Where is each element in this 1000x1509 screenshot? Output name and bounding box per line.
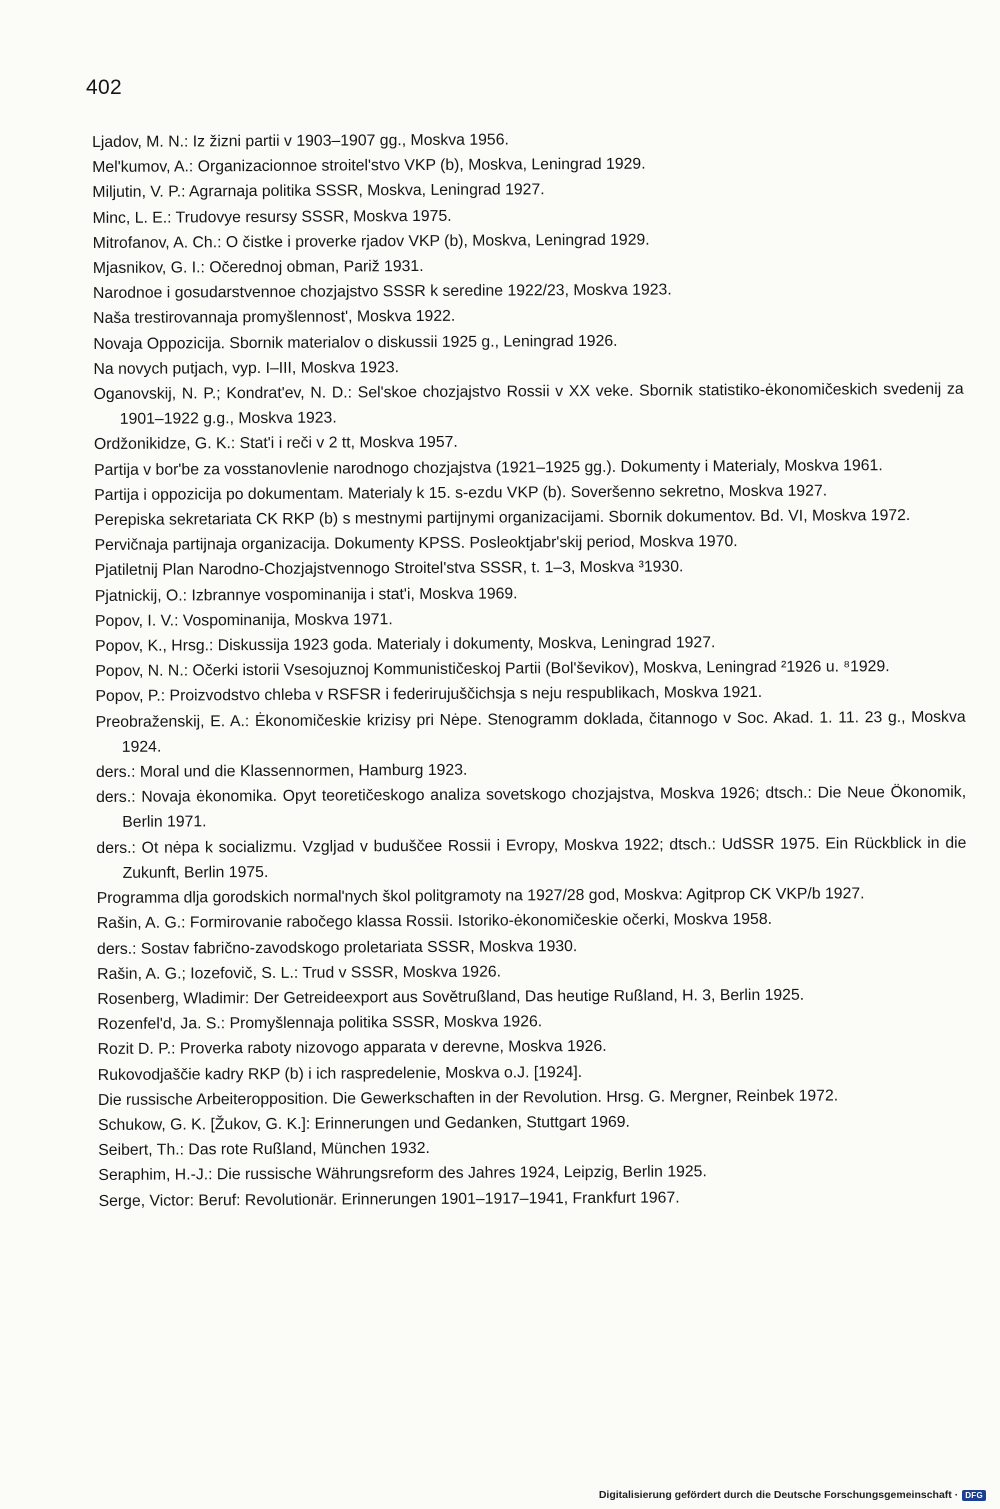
bibliography-entry: ders.: Sostav fabrično-zavodskogo proletariata SSSR, Moskva 1930. — [96, 937, 578, 958]
bibliography-entry: Narodnoe i gosudarstvennoe chozjajstvo SSSR k seredine 1922/23, Moskva 1923. — [92, 281, 672, 303]
bibliography-entry: Popov, K., Hrsg.: Diskussija 1923 goda. Materialy i dokumenty, Moskva, Leningrad 1927. — [95, 634, 716, 656]
bibliography-entry: Minc, L. E.: Trudovye resursy SSSR, Moskva 1975. — [92, 207, 452, 227]
bibliography-entry: Popov, I. V.: Vospominanija, Moskva 1971. — [94, 611, 393, 630]
bibliography-entry: Mel'kumov, A.: Organizacionnoe stroitel'stvo VKP (b), Moskva, Leningrad 1929. — [92, 155, 646, 177]
bibliography-entry: Partija v bor'be za vosstanovlenie narodnogo chozjajstva (1921–1925 gg.). Dokumenty i Materialy, Moskva 1961. — [94, 456, 883, 479]
bibliography-list — [92, 125, 969, 1214]
bibliography-entry: Novaja Oppozicija. Sbornik materialov o diskussii 1925 g., Leningrad 1926. — [93, 332, 618, 353]
bibliography-entry: Rašin, A. G.: Formirovanie rabočego klassa Rossii. Istoriko-ėkonomičeskie očerki, Moskva 1958. — [96, 911, 773, 933]
bibliography-entry: Na novych putjach, vyp. I–III, Moskva 1923. — [93, 358, 400, 378]
bibliography-entry: Rozenfel'd, Ja. S.: Promyšlennaja politika SSSR, Moskva 1926. — [97, 1013, 543, 1034]
bibliography-entry: Rukovodjaščie kadry RKP (b) i ich raspredelenie, Moskva o.J. [1924]. — [97, 1063, 583, 1084]
bibliography-entry: Pjatnickij, O.: Izbrannye vospominanija i stat'i, Moskva 1969. — [94, 585, 518, 605]
bibliography-entry: Pjatiletnij Plan Narodno-Chozjajstvennogo Stroitel'stva SSSR, t. 1–3, Moskva ³1930. — [94, 558, 684, 580]
bibliography-entry: Rašin, A. G.; Iozefovič, S. L.: Trud v SSSR, Moskva 1926. — [97, 963, 502, 983]
bibliography-entry: Oganovskij, N. P.; Kondrat'ev, N. D.: Sel'skoe chozjajstvo Rossii v XX veke. Sbornik statistiko-ėkonomičeskich svedenij za 1901–1922 g.g., Moskva 1923. — [93, 380, 964, 429]
bibliography-entry: ders.: Ot nėpa k socializmu. Vzgljad v buduščee Rossii i Evropy, Moskva 1922; dtsch.: UdSSR 1975. Ein Rückblick in die Zukunft, Berlin 1975. — [96, 834, 967, 882]
bibliography-entry: Partija i oppozicija po dokumentam. Materialy k 15. s-ezdu VKP (b). Soveršenno sekretno, Moskva 1927. — [94, 482, 828, 504]
bibliography-entry: Programma dlja gorodskich normal'nych škol politgramoty na 1927/28 god, Moskva: Agitprop CK VKP/b 1927. — [96, 885, 865, 908]
bibliography-entry: Seraphim, H.-J.: Die russische Währungsreform des Jahres 1924, Leipzig, Berlin 1925. — [98, 1163, 707, 1185]
digitization-credit — [599, 1489, 986, 1501]
bibliography-entry: Ljadov, M. N.: Iz žizni partii v 1903–1907 gg., Moskva 1956. — [92, 131, 509, 151]
bibliography-entry: ders.: Novaja ėkonomika. Opyt teoretičeskogo analiza sovetskogo chozjajstva, Moskva 1926; dtsch.: Die Neue Ökonomik, Berlin 1971. — [96, 783, 967, 832]
bibliography-entry: Die russische Arbeiteropposition. Die Gewerkschaften in der Revolution. Hrsg. G. Mergner, Reinbek 1972. — [97, 1087, 839, 1109]
bibliography-entry: Pervičnaja partijnaja organizacija. Dokumenty KPSS. Posleoktjabr'skij period, Moskva 1970. — [94, 533, 738, 555]
bibliography-entry: ders.: Moral und die Klassennormen, Hamburg 1923. — [95, 761, 468, 782]
bibliography-entry: Ordžonikidze, G. K.: Stat'i i reči v 2 tt, Moskva 1957. — [93, 434, 458, 454]
bibliography-entry: Rosenberg, Wladimir: Der Getreideexport aus Sovětrußland, Das heutige Rußland, H. 3, Berlin 1925. — [97, 986, 805, 1008]
bibliography-entry: Naša trestirovannaja promyšlennost', Moskva 1922. — [93, 308, 456, 328]
dfg-logo: DFG — [962, 1490, 986, 1501]
bibliography-entry: Perepiska sekretariata CK RKP (b) s mestnymi partijnymi organizacijami. Sbornik dokumentov. Bd. VI, Moskva 1972. — [94, 507, 911, 530]
bibliography-entry: Popov, P.: Proizvodstvo chleba v RSFSR i federirujuščichsja s neju respublikach, Moskva 1921. — [95, 684, 763, 706]
bibliography-entry: Miljutin, V. P.: Agrarnaja politika SSSR, Moskva, Leningrad 1927. — [92, 181, 545, 202]
footer-text: Digitalisierung gefördert durch die Deutsche Forschungsgemeinschaft · — [598, 1489, 959, 1501]
page-number: 402 — [86, 76, 122, 99]
bibliography-entry: Seibert, Th.: Das rote Rußland, München 1932. — [98, 1140, 430, 1160]
bibliography-entry: Schukow, G. K. [Žukov, G. K.]: Erinnerungen und Gedanken, Stuttgart 1969. — [98, 1113, 630, 1134]
bibliography-entry: Preobraženskij, E. A.: Ėkonomičeskie krizisy pri Nėpe. Stenogramm doklada, čitannogo v Soc. Akad. 1. 11. 23 g., Moskva 1924. — [95, 708, 966, 756]
bibliography-entry: Mitrofanov, A. Ch.: O čistke i proverke rjadov VKP (b), Moskva, Leningrad 1929. — [92, 231, 650, 252]
bibliography-entry: Mjasnikov, G. I.: Očerednoj obman, Pariž 1931. — [92, 257, 424, 278]
bibliography-entry: Popov, N. N.: Očerki istorii Vsesojuznoj Kommunističeskoj Partii (Bol'ševikov), Moskva, Leningrad ²1926 u. ⁸1929. — [95, 658, 890, 681]
bibliography-entry: Serge, Victor: Beruf: Revolutionär. Erinnerungen 1901–1917–1941, Frankfurt 1967. — [98, 1188, 680, 1210]
bibliography-entry: Rozit D. P.: Proverka raboty nizovogo apparata v derevne, Moskva 1926. — [97, 1038, 607, 1059]
